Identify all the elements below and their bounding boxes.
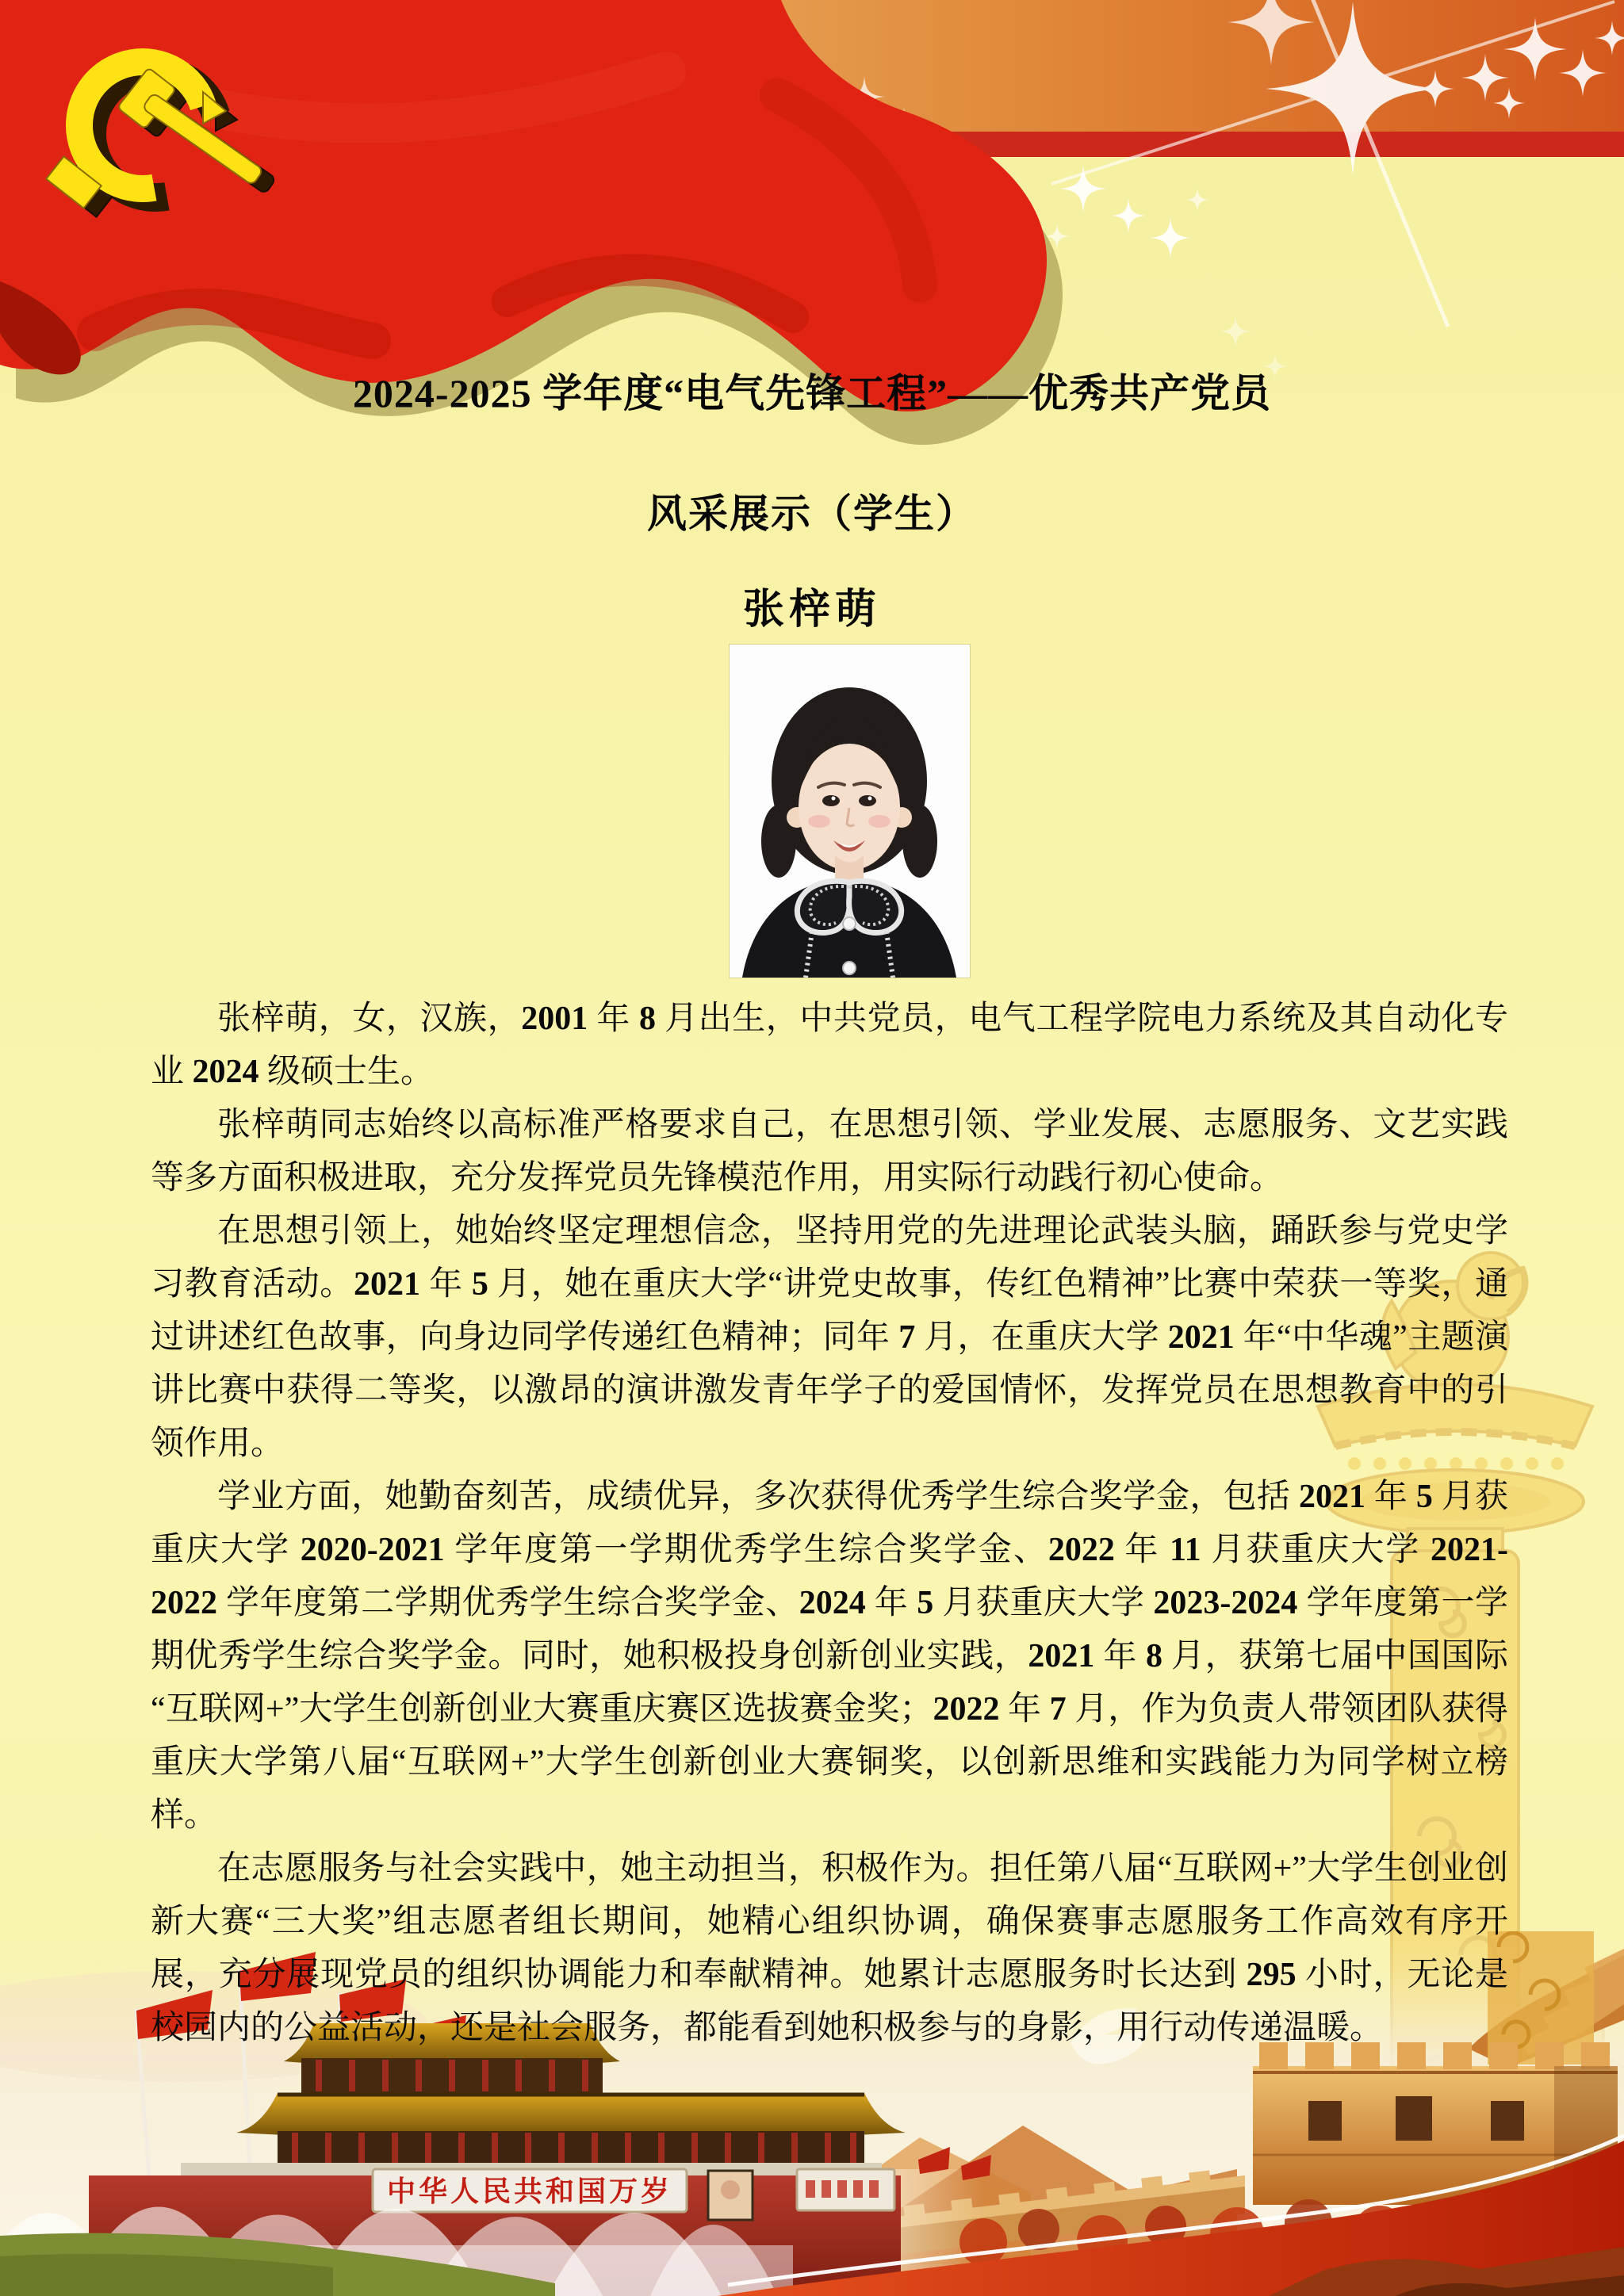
page-title-line1: 2024-2025 学年度“电气先锋工程”——优秀共产党员: [352, 371, 1272, 415]
article: [151, 993, 1508, 2055]
plaque-text: 中华人民共和国万岁: [386, 2175, 673, 2207]
paragraph-2: 张梓萌同志始终以高标准严格要求自己，在思想引领、学业发展、志愿服务、文艺实践等多方面积极进取，充分发挥党员先锋模范作用，用实际行动践行初心使命。: [151, 1107, 1508, 1196]
portrait-illustration: [730, 645, 970, 978]
paragraph-3: 在思想引领上，她始终坚定理想信念，坚持用党的先进理论武装头脑，踊跃参与党史学习教育活动。2021 年 5 月，她在重庆大学“讲党史故事，传红色精神”比赛中荣获一等奖，通过讲述红色故事，向身边同学传递红色精神；同年 7 月，在重庆大学 2021 年“中华魂”主题演讲比赛中获得二等奖，以激昂的演讲激发青年学子的爱国情怀，发挥党员在思想教育中的引领作用。: [151, 1213, 1508, 1462]
paragraph-5: 在志愿服务与社会实践中，她主动担当，积极作为。担任第八届“互联网+”大学生创业创新大赛“三大奖”组志愿者组长期间，她精心组织协调，确保赛事志愿服务工作高效有序开展，充分展现党员的组织协调能力和奉献精神。她累计志愿服务时长达到 295 小时，无论是校园内的公益活动，还是社会服务，都能看到她积极参与的身影，用行动传递温暖。: [151, 1850, 1508, 2046]
paragraph-4: 学业方面，她勤奋刻苦，成绩优异，多次获得优秀学生综合奖学金，包括 2021 年 5 月获重庆大学 2020-2021 学年度第一学期优秀学生综合奖学金、2022 年 11 月获重庆大学 2021-2022 学年度第二学期优秀学生综合奖学金、2024 年 5 月获重庆大学 2023-2024 学年度第一学期优秀学生综合奖学金。同时，她积极投身创新创业实践，2021 年 8 月，获第七届中国国际 “互联网+”大学生创新创业大赛重庆赛区选拔赛金奖；2022 年 7 月，作为负责人带领团队获得重庆大学第八届“互联网+”大学生创新创业大赛铜奖，以创新思维和实践能力为同学树立榜样。: [151, 1479, 1508, 1834]
page-title-line2: 风采展示（学生）: [647, 492, 977, 536]
party-flag-icon: [0, 0, 1110, 507]
member-name: 张梓萌: [742, 587, 881, 633]
paragraph-1: 张梓萌，女，汉族，2001 年 8 月出生，中共党员，电气工程学院电力系统及其自动化专业 2024 级硕士生。: [151, 1001, 1508, 1090]
portrait-photo: [730, 645, 970, 978]
